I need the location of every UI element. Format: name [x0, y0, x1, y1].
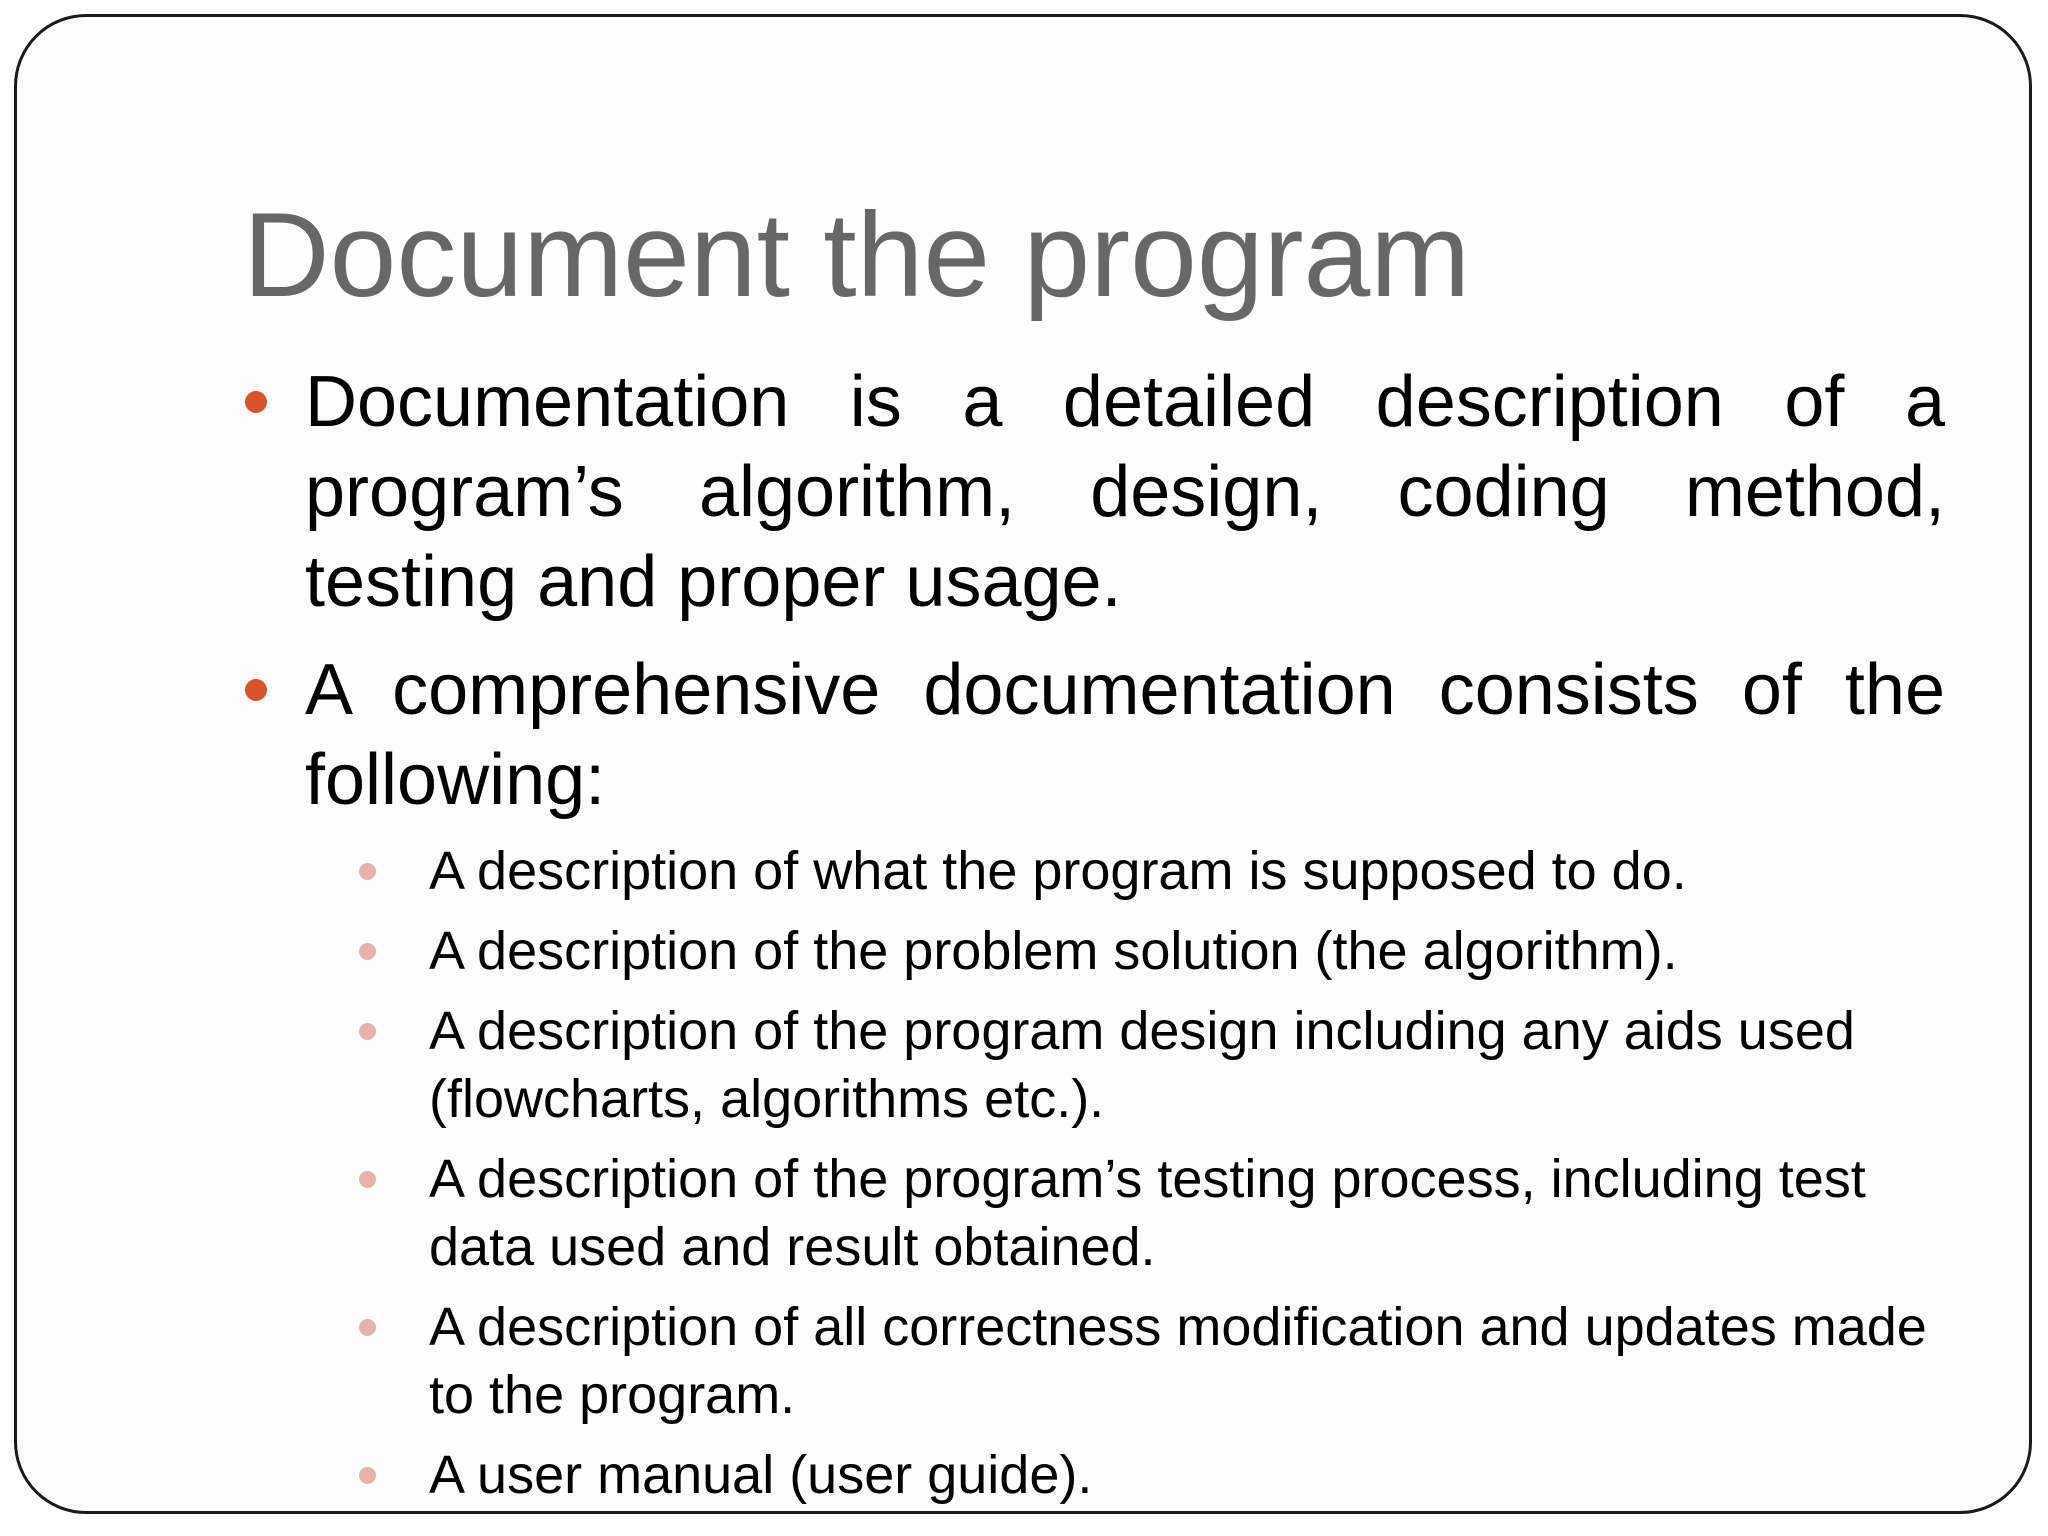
sub-bullet-text: A description of the program design including any aids used (flowcharts, algorithms etc.).: [429, 1001, 1855, 1129]
bullet-list: [235, 357, 1945, 1509]
sub-bullet-item: [359, 837, 1945, 905]
sub-bullet-dot-icon: [359, 1319, 376, 1336]
bullet-dot-icon: [245, 391, 267, 413]
sub-bullet-dot-icon: [359, 1467, 376, 1484]
bullet-text: A comprehensive documentation consists of the following:: [305, 650, 1945, 820]
sub-bullet-text: A description of the program’s testing process, including test data used and result obtained.: [429, 1149, 1866, 1277]
sub-bullet-item: [359, 917, 1945, 985]
sub-bullet-text: A description of the problem solution (the algorithm).: [429, 921, 1678, 981]
slide-frame: [14, 14, 2032, 1514]
sub-bullet-item: [359, 1441, 1945, 1509]
slide-title: Document the program: [243, 188, 1471, 322]
bullet-dot-icon: [245, 679, 267, 701]
sub-bullet-text: A description of all correctness modification and updates made to the program.: [429, 1297, 1927, 1425]
bullet-item: [235, 645, 1945, 1509]
sub-bullet-item: [359, 1145, 1945, 1281]
slide-body: [235, 357, 1945, 1527]
sub-bullet-list: [305, 837, 1945, 1509]
sub-bullet-text: A description of what the program is supposed to do.: [429, 841, 1687, 901]
sub-bullet-item: [359, 997, 1945, 1133]
sub-bullet-item: [359, 1293, 1945, 1429]
sub-bullet-text: A user manual (user guide).: [429, 1445, 1093, 1505]
sub-bullet-dot-icon: [359, 943, 376, 960]
sub-bullet-dot-icon: [359, 863, 376, 880]
sub-bullet-dot-icon: [359, 1171, 376, 1188]
bullet-text: Documentation is a detailed description of a program’s algorithm, design, coding method, testing and proper usage.: [305, 362, 1945, 622]
bullet-item: [235, 357, 1945, 627]
sub-bullet-dot-icon: [359, 1023, 376, 1040]
